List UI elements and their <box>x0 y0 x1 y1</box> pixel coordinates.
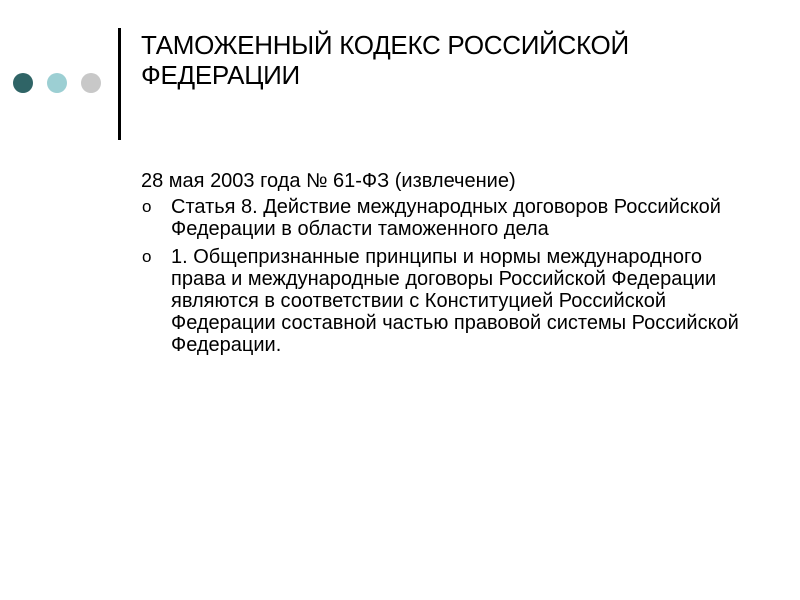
bullet-list <box>141 196 761 356</box>
decor-dot-icon-3 <box>81 73 101 93</box>
article-text: 1. Общепризнанные принципы и нормы международного права и международные договоры Российской Федерации являются в соответствии с Конституцией Российской Федерации составной частью правовой системы Российской Федерации. <box>171 246 739 356</box>
law-reference: 28 мая 2003 года № 61-ФЗ (извлечение) <box>141 170 516 192</box>
list-item <box>141 196 761 240</box>
slide-title: ТАМОЖЕННЫЙ КОДЕКС РОССИЙСКОЙ ФЕДЕРАЦИИ <box>141 30 629 90</box>
bullet-circle-icon: o <box>142 247 152 266</box>
slide-body <box>141 170 761 362</box>
decor-dot-icon-2 <box>47 73 67 93</box>
article-heading: Статья 8. Действие международных договоров Российской Федерации в области таможенного дела <box>171 196 721 240</box>
title-divider <box>118 28 121 140</box>
bullet-circle-icon: o <box>142 197 152 216</box>
list-item <box>141 246 761 356</box>
decor-dot-icon-1 <box>13 73 33 93</box>
